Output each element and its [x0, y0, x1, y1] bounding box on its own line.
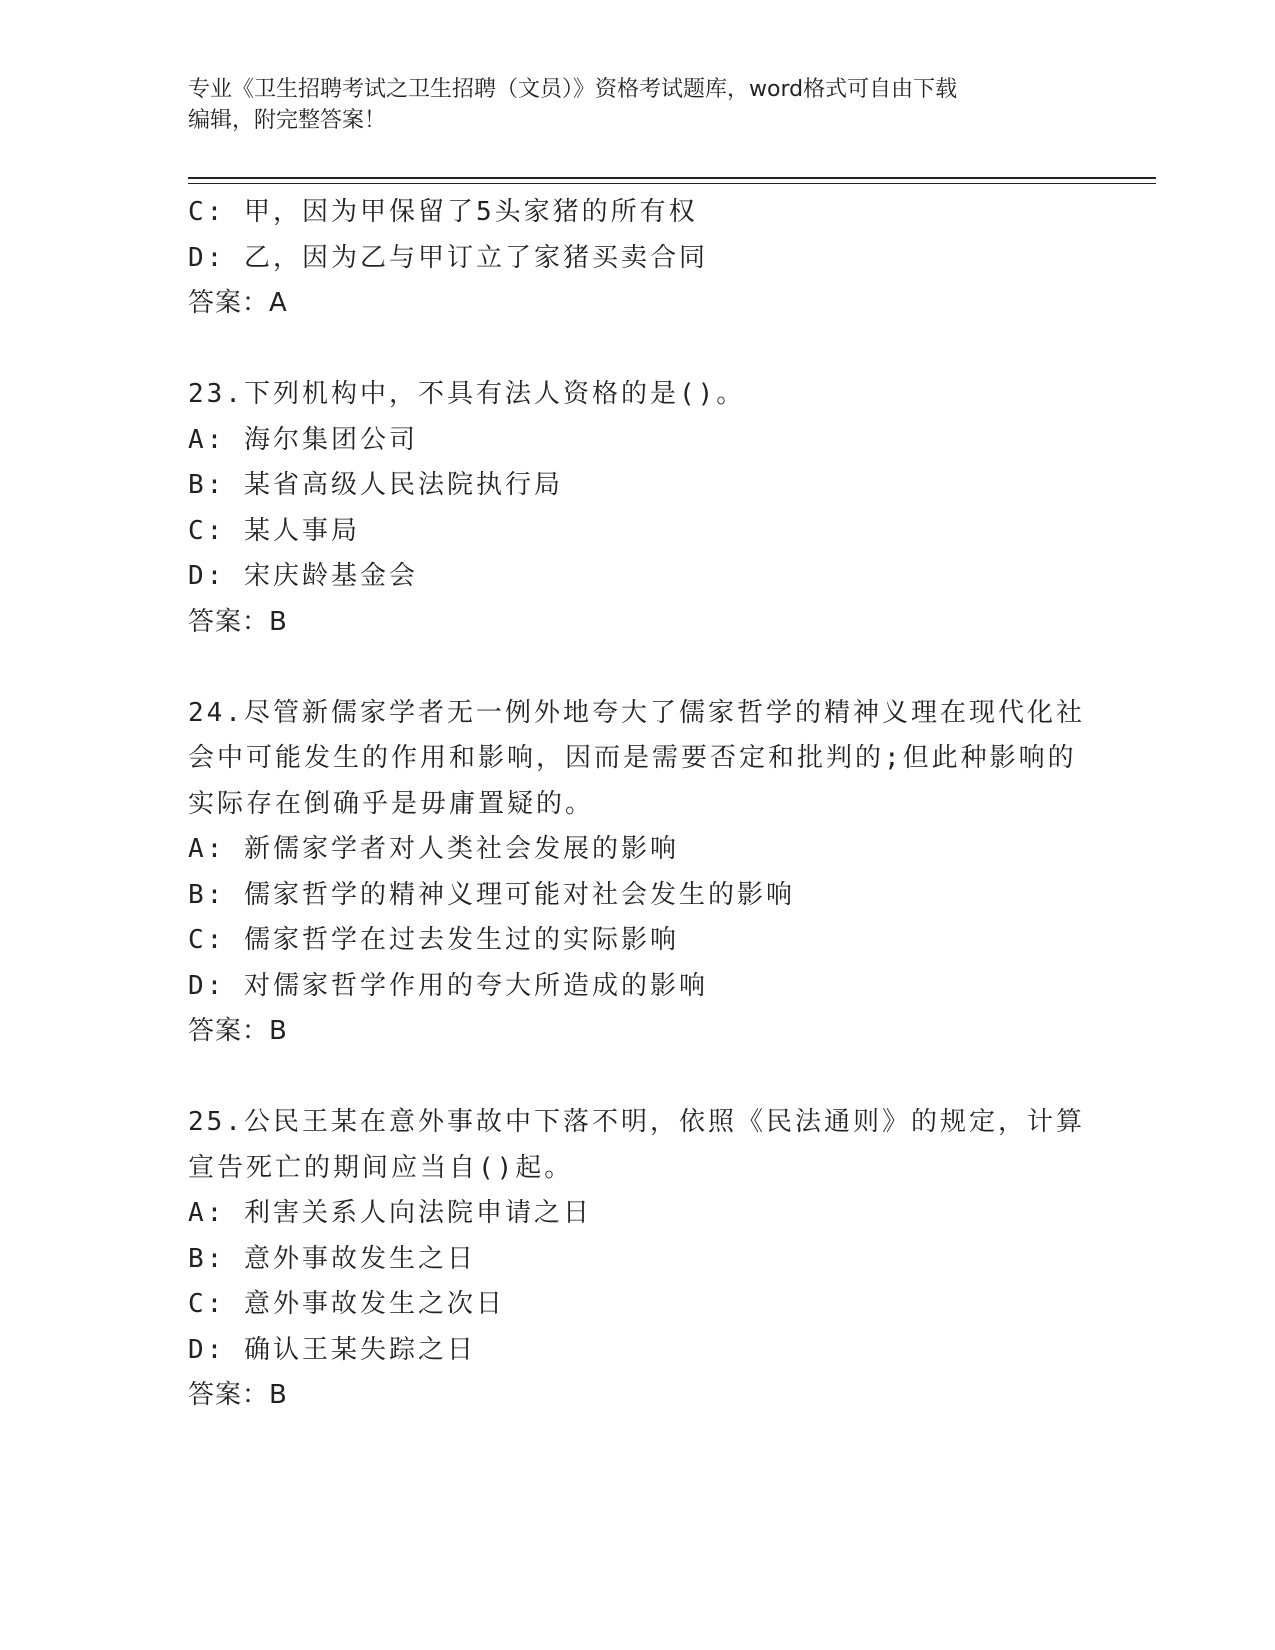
spacer: [188, 327, 1088, 373]
spacer: [188, 1055, 1088, 1101]
option-d: D: 确认王某失踪之日: [188, 1334, 476, 1365]
question-stem-line-1: 24.尽管新儒家学者无一例外地夸大了儒家哲学的精神义理在现代化社: [188, 697, 1085, 728]
option-c: C: 某人事局: [188, 515, 360, 546]
option-d: D: 宋庆龄基金会: [188, 561, 418, 591]
option-d: D: 对儒家哲学作用的夸大所造成的影响: [188, 970, 708, 1001]
header-line-2: 编辑，附完整答案！: [188, 108, 387, 133]
header-line-1: 专业《卫生招聘考试之卫生招聘（文员）》资格考试题库，word格式可自由下载: [188, 77, 958, 102]
question-stem-line-3: 实际存在倒确乎是毋庸置疑的。: [188, 788, 595, 819]
question-stem-line-2: 会中可能发生的作用和影响，因而是需要否定和批判的;但此种影响的: [188, 743, 1077, 773]
prev-question: [188, 190, 1088, 327]
option-c: C: 意外事故发生之次日: [188, 1289, 505, 1319]
answer-line: 答案：A: [188, 288, 288, 318]
spacer: [188, 645, 1088, 691]
option-c: C: 甲，因为甲保留了5头家猪的所有权: [188, 197, 698, 227]
question-list: [188, 190, 1088, 1419]
question-stem-line-1: 25.公民王某在意外事故中下落不明，依照《民法通则》的规定，计算: [188, 1107, 1085, 1137]
option-c: C: 儒家哲学在过去发生过的实际影响: [188, 925, 679, 955]
question-stem: 23.下列机构中，不具有法人资格的是()。: [188, 379, 746, 409]
header-rule-thick: [188, 177, 1156, 179]
option-a: A: 新儒家学者对人类社会发展的影响: [188, 834, 679, 864]
question-24: [188, 691, 1088, 1055]
answer-line: 答案：B: [188, 1380, 288, 1410]
document-header: [188, 74, 1068, 136]
option-a: A: 海尔集团公司: [188, 424, 418, 455]
option-d: D: 乙，因为乙与甲订立了家猪买卖合同: [188, 242, 708, 273]
option-a: A: 利害关系人向法院申请之日: [188, 1198, 592, 1228]
question-stem-line-2: 宣告死亡的期间应当自()起。: [188, 1152, 574, 1183]
option-b: B: 意外事故发生之日: [188, 1243, 476, 1274]
question-23: [188, 372, 1088, 645]
question-25: [188, 1100, 1088, 1419]
answer-line: 答案：B: [188, 1016, 288, 1046]
header-rule-thin: [188, 183, 1156, 184]
option-b: B: 某省高级人民法院执行局: [188, 470, 563, 500]
option-b: B: 儒家哲学的精神义理可能对社会发生的影响: [188, 879, 795, 910]
answer-line: 答案：B: [188, 606, 288, 637]
